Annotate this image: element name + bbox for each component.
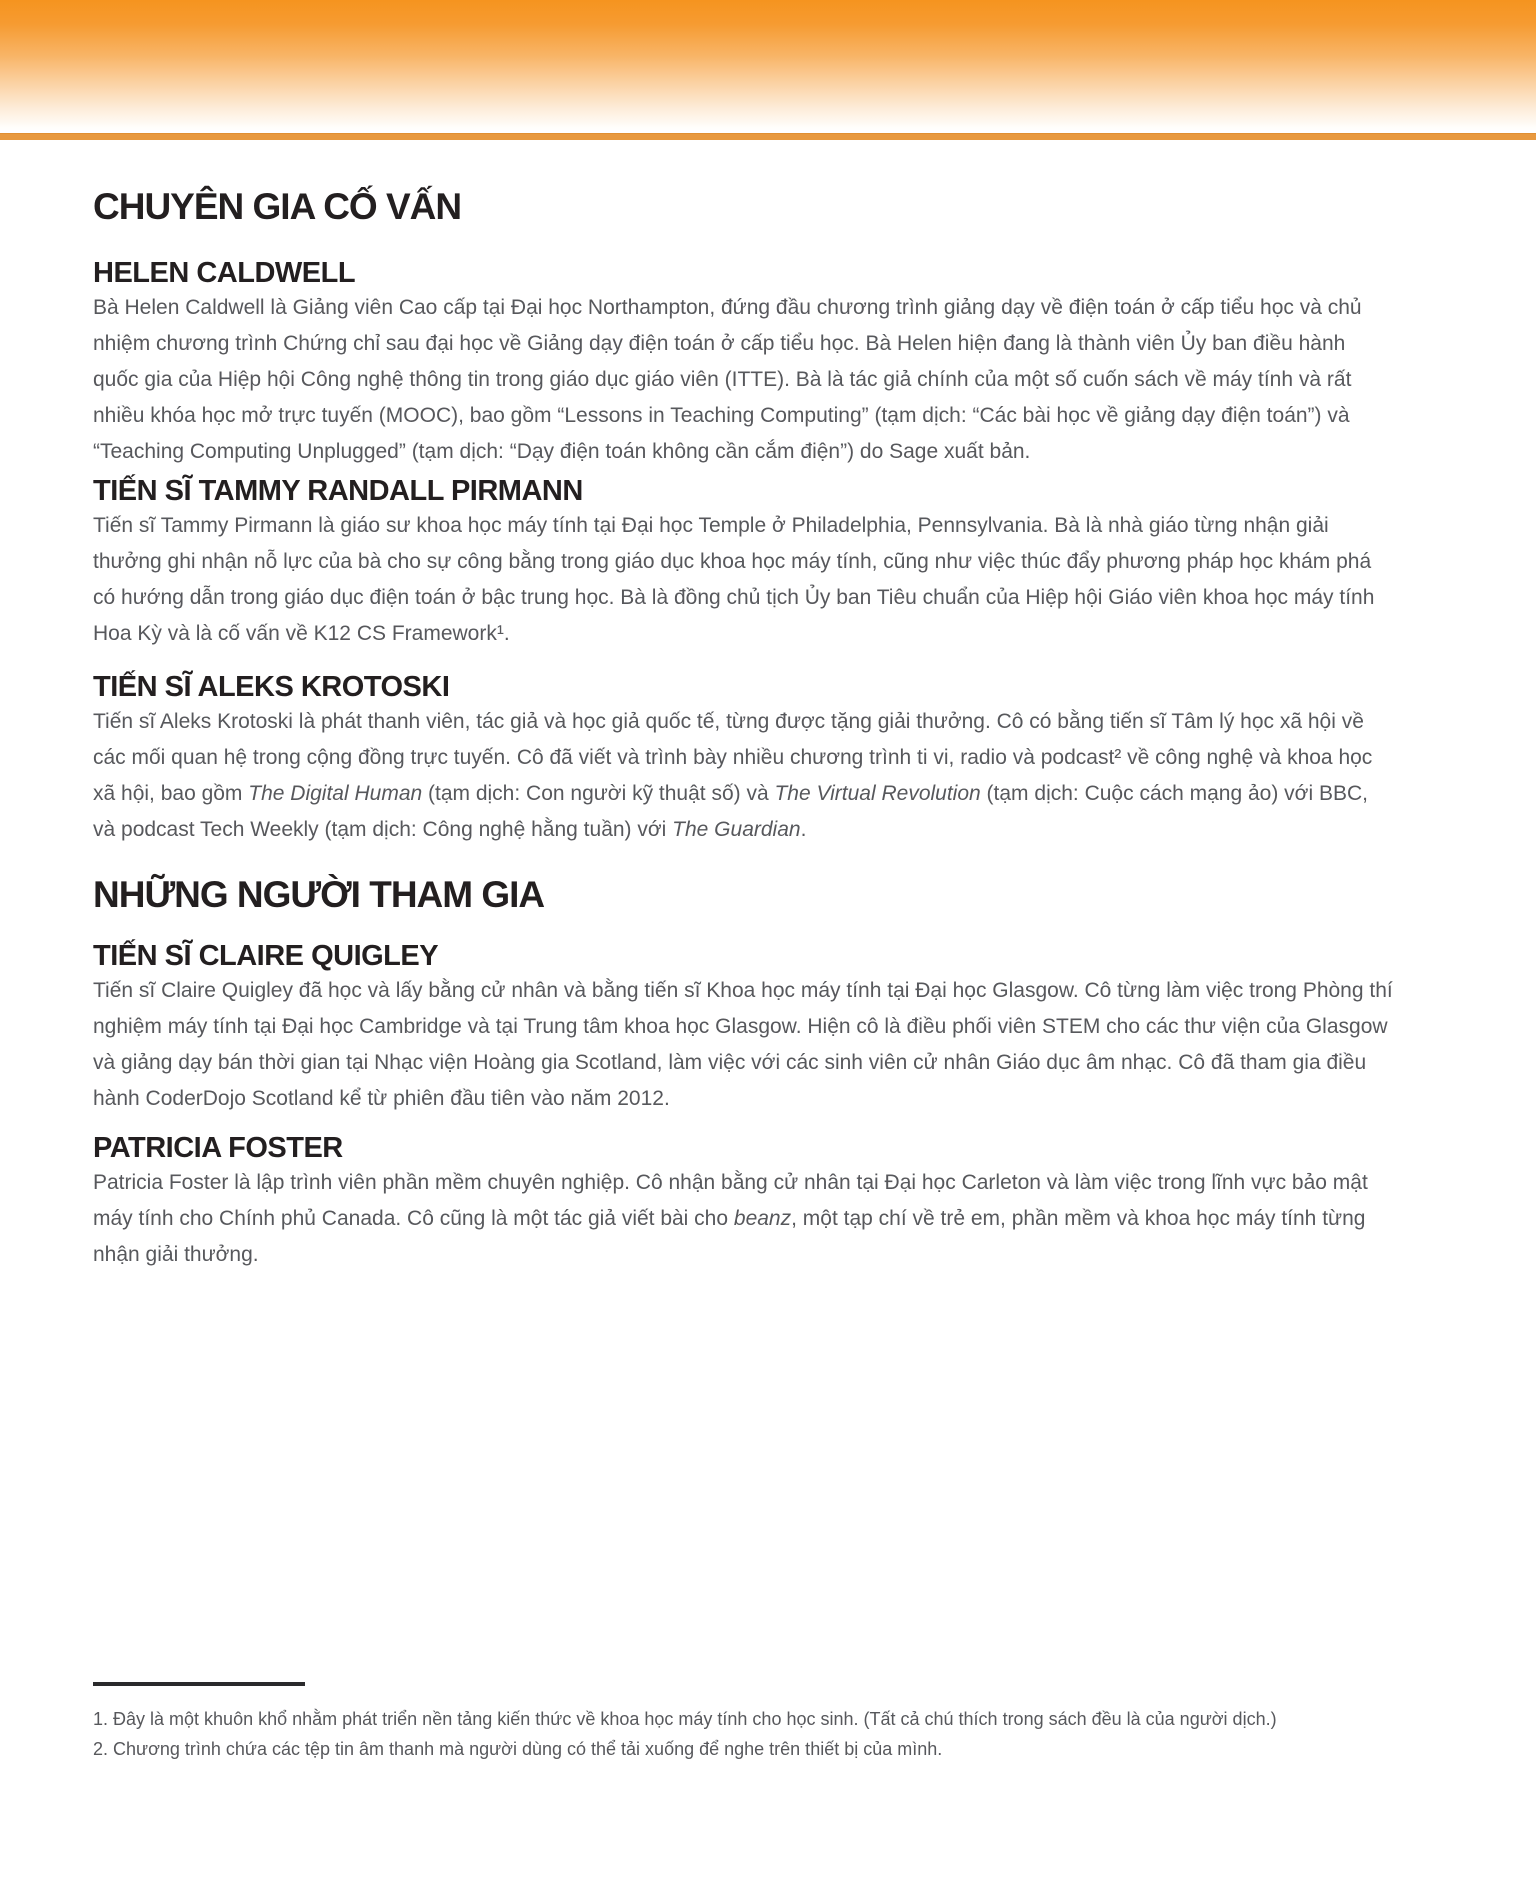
advisor-entry-helen-caldwell: [93, 256, 1393, 470]
page-content: [0, 140, 1536, 1273]
person-name: HELEN CALDWELL: [93, 257, 356, 289]
header-orange-rule: [0, 133, 1536, 140]
advisor-entry-tammy-pirmann: [93, 474, 1393, 652]
participant-entry-patricia-foster: [93, 1131, 1393, 1273]
person-name: TIẾN SĨ ALEKS KROTOSKI: [93, 671, 450, 703]
page-header-band: [0, 0, 1536, 140]
header-orange-gradient: [0, 0, 1536, 132]
section-title-participants: NHỮNG NGƯỜI THAM GIA: [93, 874, 545, 915]
footnotes-block: [93, 1682, 1433, 1764]
advisor-entry-aleks-krotoski: [93, 670, 1393, 848]
person-name: TIẾN SĨ TAMMY RANDALL PIRMANN: [93, 475, 583, 507]
person-name: TIẾN SĨ CLAIRE QUIGLEY: [93, 940, 439, 972]
participant-entry-claire-quigley: [93, 939, 1393, 1117]
person-bio: Patricia Foster là lập trình viên phần mềm chuyên nghiệp. Cô nhận bằng cử nhân tại Đại học Carleton và làm việc trong lĩnh vực bảo mật máy tính cho Chính phủ Canada. Cô cũng là một tác giả viết bài cho beanz, một tạp chí về trẻ em, phần mềm và khoa học máy tính từng nhận giải thưởng.: [93, 1171, 1368, 1266]
text-column: [93, 186, 1393, 1273]
footnote-separator-rule: [93, 1682, 305, 1686]
person-bio: Tiến sĩ Aleks Krotoski là phát thanh viên, tác giả và học giả quốc tế, từng được tặng giải thưởng. Cô có bằng tiến sĩ Tâm lý học xã hội về các mối quan hệ trong cộng đồng trực tuyến. Cô đã viết và trình bày nhiều chương trình ti vi, radio và podcast² về công nghệ và khoa học xã hội, bao gồm The Digital Human (tạm dịch: Con người kỹ thuật số) và The Virtual Revolution (tạm dịch: Cuộc cách mạng ảo) với BBC, và podcast Tech Weekly (tạm dịch: Công nghệ hằng tuần) với The Guardian.: [93, 710, 1373, 841]
section-title-advisors: CHUYÊN GIA CỐ VẤN: [93, 186, 462, 227]
footnote-1: 1. Đây là một khuôn khổ nhằm phát triển nền tảng kiến thức về khoa học máy tính cho học sinh. (Tất cả chú thích trong sách đều là của người dịch.): [93, 1709, 1277, 1729]
person-name: PATRICIA FOSTER: [93, 1132, 343, 1164]
person-bio: Tiến sĩ Tammy Pirmann là giáo sư khoa học máy tính tại Đại học Temple ở Philadelphia, Pennsylvania. Bà là nhà giáo từng nhận giải thưởng ghi nhận nỗ lực của bà cho sự công bằng trong giáo dục khoa học máy tính, cũng như việc thúc đẩy phương pháp học khám phá có hướng dẫn trong giáo dục điện toán ở bậc trung học. Bà là đồng chủ tịch Ủy ban Tiêu chuẩn của Hiệp hội Giáo viên khoa học máy tính Hoa Kỳ và là cố vấn về K12 CS Framework¹.: [93, 514, 1375, 645]
person-bio: Tiến sĩ Claire Quigley đã học và lấy bằng cử nhân và bằng tiến sĩ Khoa học máy tính tại Đại học Glasgow. Cô từng làm việc trong Phòng thí nghiệm máy tính tại Đại học Cambridge và tại Trung tâm khoa học Glasgow. Hiện cô là điều phối viên STEM cho các thư viện của Glasgow và giảng dạy bán thời gian tại Nhạc viện Hoàng gia Scotland, làm việc với các sinh viên cử nhân Giáo dục âm nhạc. Cô đã tham gia điều hành CoderDojo Scotland kể từ phiên đầu tiên vào năm 2012.: [93, 979, 1393, 1110]
footnote-2: 2. Chương trình chứa các tệp tin âm thanh mà người dùng có thể tải xuống để nghe trên thiết bị của mình.: [93, 1739, 943, 1759]
person-bio: Bà Helen Caldwell là Giảng viên Cao cấp tại Đại học Northampton, đứng đầu chương trình giảng dạy về điện toán ở cấp tiểu học và chủ nhiệm chương trình Chứng chỉ sau đại học về Giảng dạy điện toán ở cấp tiểu học. Bà Helen hiện đang là thành viên Ủy ban điều hành quốc gia của Hiệp hội Công nghệ thông tin trong giáo dục giáo viên (ITTE). Bà là tác giả chính của một số cuốn sách về máy tính và rất nhiều khóa học mở trực tuyến (MOOC), bao gồm “Lessons in Teaching Computing” (tạm dịch: “Các bài học về giảng dạy điện toán”) và “Teaching Computing Unplugged” (tạm dịch: “Dạy điện toán không cần cắm điện”) do Sage xuất bản.: [93, 296, 1362, 463]
